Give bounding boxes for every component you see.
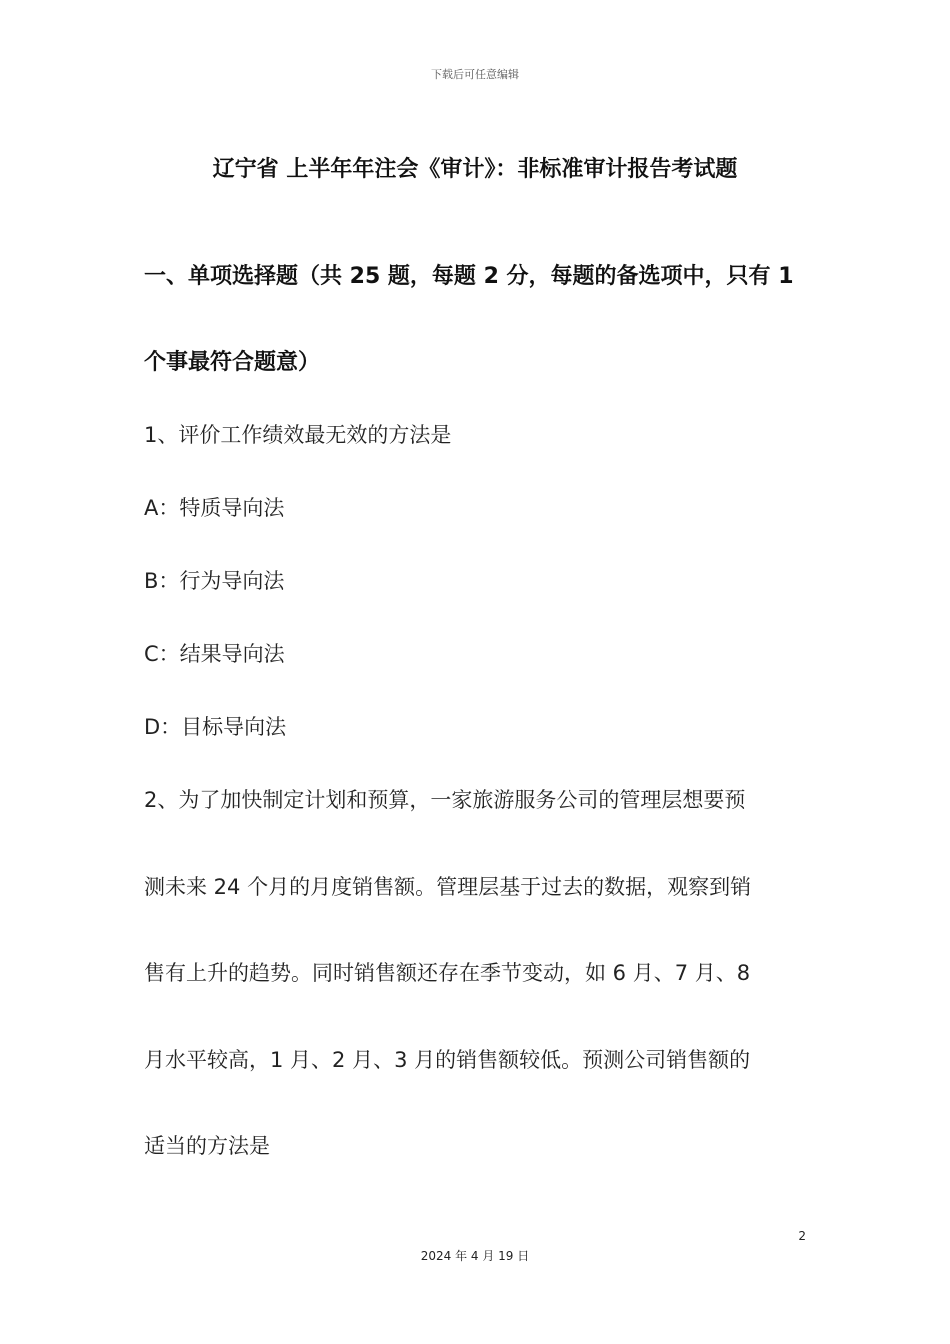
- question-2-line-5: 适当的方法是: [144, 1134, 270, 1158]
- question-1-option-c: C：结果导向法: [144, 642, 285, 666]
- page-number: 2: [798, 1229, 806, 1243]
- section-heading-line-1: 一、单项选择题（共 25 题，每题 2 分，每题的备选项中，只有 1: [144, 264, 794, 289]
- question-1-text: 1、评价工作绩效最无效的方法是: [144, 423, 452, 447]
- section-heading-line-2: 个事最符合题意）: [144, 350, 321, 375]
- footer-date: 2024 年 4 月 19 日: [420, 1249, 530, 1263]
- question-2-line-4: 月水平较高，1 月、2 月、3 月的销售额较低。预测公司销售额的: [144, 1048, 751, 1072]
- question-1-option-b: B：行为导向法: [144, 569, 285, 593]
- document-title: 辽宁省 上半年年注会《审计》：非标准审计报告考试题: [212, 157, 738, 182]
- header-note: 下载后可任意编辑: [431, 68, 519, 81]
- question-2-line-2: 测未来 24 个月的月度销售额。管理层基于过去的数据，观察到销: [144, 875, 752, 899]
- question-2-line-1: 2、为了加快制定计划和预算，一家旅游服务公司的管理层想要预: [144, 788, 746, 812]
- question-1-option-a: A：特质导向法: [144, 496, 285, 520]
- question-1-option-d: D：目标导向法: [144, 715, 287, 739]
- question-2-line-3: 售有上升的趋势。同时销售额还存在季节变动，如 6 月、7 月、8: [144, 961, 751, 985]
